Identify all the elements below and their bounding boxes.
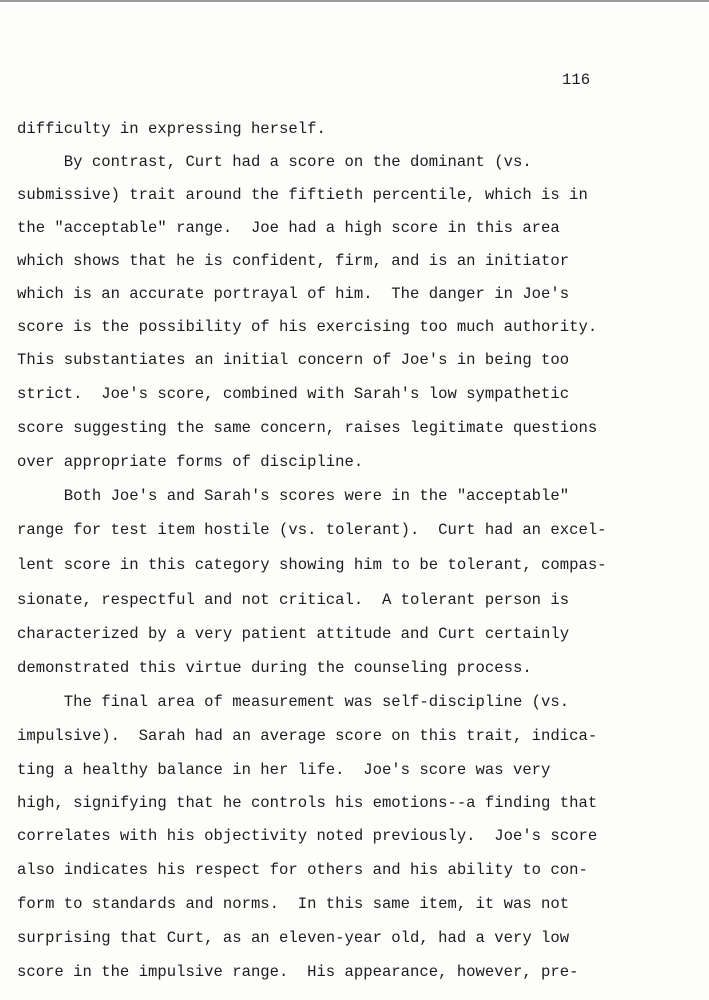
text-line: score suggesting the same concern, raises legitimate questions bbox=[17, 419, 598, 437]
text-line: the "acceptable" range. Joe had a high score in this area bbox=[17, 219, 560, 237]
text-line: over appropriate forms of discipline. bbox=[17, 453, 364, 471]
text-line: score in the impulsive range. His appearance, however, pre- bbox=[17, 963, 579, 981]
text-line: correlates with his objectivity noted previously. Joe's score bbox=[17, 827, 598, 845]
page-number: 116 bbox=[562, 71, 591, 89]
text-line: By contrast, Curt had a score on the dominant (vs. bbox=[17, 153, 532, 171]
text-line: form to standards and norms. In this same item, it was not bbox=[17, 895, 570, 913]
top-edge-rule bbox=[0, 0, 709, 2]
text-line: difficulty in expressing herself. bbox=[17, 120, 326, 138]
text-line: sionate, respectful and not critical. A tolerant person is bbox=[17, 591, 570, 609]
text-line: which shows that he is confident, firm, and is an initiator bbox=[17, 252, 570, 270]
text-line: score is the possibility of his exercising too much authority. bbox=[17, 318, 598, 336]
text-line: also indicates his respect for others and his ability to con- bbox=[17, 861, 588, 879]
text-line: demonstrated this virtue during the counseling process. bbox=[17, 659, 532, 677]
text-line: impulsive). Sarah had an average score on this trait, indica- bbox=[17, 727, 598, 745]
text-line: lent score in this category showing him to be tolerant, compas- bbox=[17, 556, 607, 574]
text-line: The final area of measurement was self-discipline (vs. bbox=[17, 693, 570, 711]
text-line: high, signifying that he controls his emotions--a finding that bbox=[17, 794, 598, 812]
text-line: submissive) trait around the fiftieth percentile, which is in bbox=[17, 186, 588, 204]
text-line: range for test item hostile (vs. tolerant). Curt had an excel- bbox=[17, 521, 607, 539]
text-line: Both Joe's and Sarah's scores were in the "acceptable" bbox=[17, 487, 570, 505]
text-line: This substantiates an initial concern of Joe's in being too bbox=[17, 351, 570, 369]
text-line: ting a healthy balance in her life. Joe's score was very bbox=[17, 761, 551, 779]
text-line: characterized by a very patient attitude and Curt certainly bbox=[17, 625, 570, 643]
text-line: which is an accurate portrayal of him. The danger in Joe's bbox=[17, 285, 570, 303]
text-line: strict. Joe's score, combined with Sarah's low sympathetic bbox=[17, 385, 570, 403]
text-line: surprising that Curt, as an eleven-year old, had a very low bbox=[17, 929, 570, 947]
